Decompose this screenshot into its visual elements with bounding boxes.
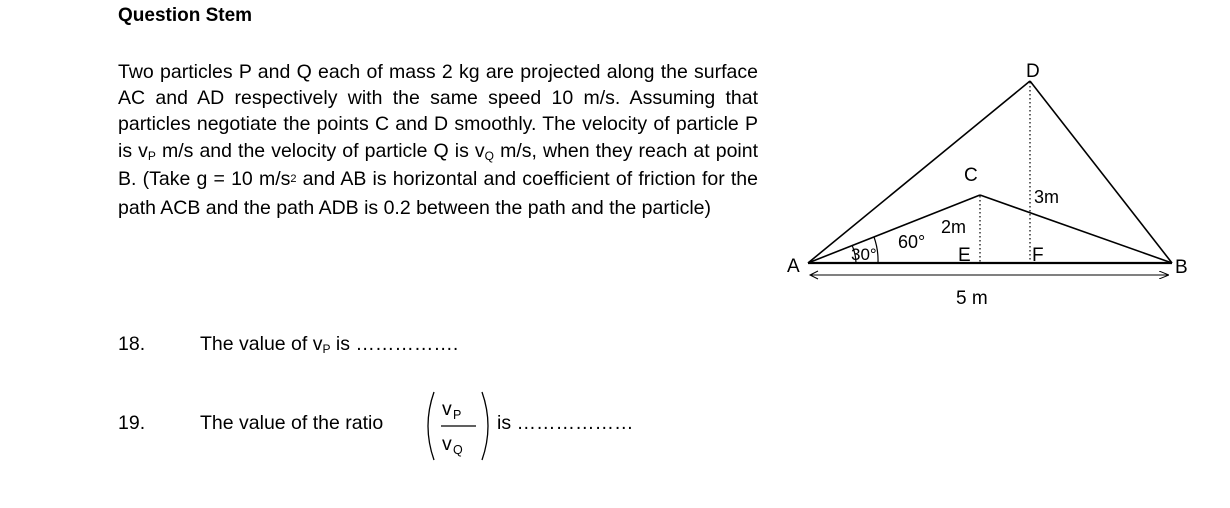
question-stem-text: Two particles P and Q each of mass 2 kg are projected along the surface AC and AD respectively with the same speed 10 m/s. Assuming that particles negotiate the points C and D smoothly. The velocity of particle P is $v_P$ m/s and the velocity of particle Q is $v_Q$ m/s, when they reach at point B. (Take g = 10 $m/s^2$ and AB is horizontal and coefficient of friction for the path ACB and the path ADB is 0.2 between the path and the particle) [118, 61, 759, 220]
fraction-denominator: v [442, 433, 452, 455]
label-d: D [1026, 61, 1040, 82]
fraction-numerator-sub: P [453, 408, 462, 422]
label-c: C [964, 165, 978, 186]
label-b: B [1175, 257, 1188, 278]
answer-blank: ……………… [516, 412, 634, 434]
label-f: F [1032, 245, 1044, 266]
line-cb [980, 195, 1172, 263]
line-db [1030, 81, 1172, 263]
label-length-ce: 2m [941, 217, 967, 237]
question-text: The value of vP is ……………. [200, 333, 459, 356]
question-number: 18. [118, 333, 146, 355]
label-angle-60: 60° [898, 232, 926, 252]
label-a: A [787, 256, 800, 277]
answer-blank: ……………. [355, 333, 459, 355]
label-length-df: 3m [1034, 187, 1060, 207]
label-length-ab: 5 m [956, 288, 988, 309]
question-number: 19. [118, 412, 146, 434]
fraction-denominator-sub: Q [453, 443, 463, 457]
question-text-lead: The value of the ratio [200, 412, 384, 434]
question-19-tail: is ……………… [497, 412, 634, 434]
label-angle-30: 30° [851, 245, 877, 264]
fraction-numerator: v [442, 398, 452, 420]
label-e: E [958, 245, 971, 266]
question-stem-title: Question Stem [118, 5, 253, 26]
